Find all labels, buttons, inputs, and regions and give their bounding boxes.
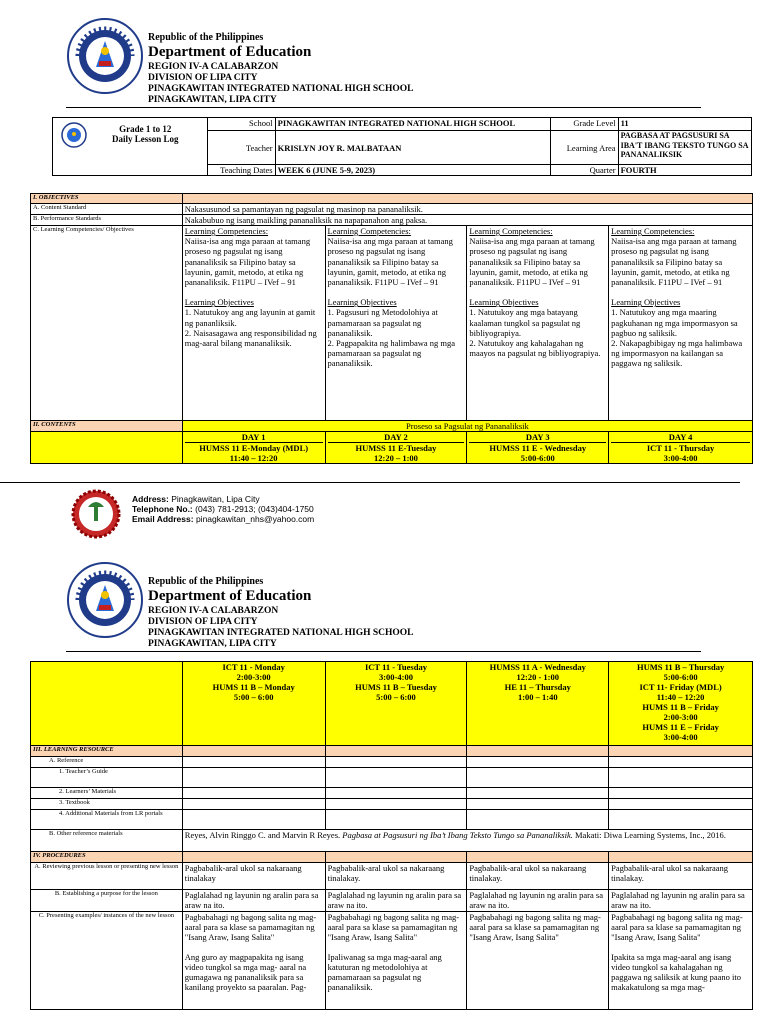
school-address-text: PINAGKAWITAN, LIPA CITY: [148, 639, 277, 649]
sched-blank: [31, 432, 183, 464]
teacher-guide-label: 1. Teacher’s Guide: [31, 768, 183, 788]
obj-heading: Learning Objectives: [184, 297, 254, 308]
proc-c-day2: [325, 912, 467, 1010]
proc-c-text: Pagbabahagi ng bagong salita ng mag-aaral para sa klase sa pamamagitan ng "Isang Araw, Isang Salita": [469, 912, 601, 942]
objectives-heading: I. OBJECTIVES: [31, 194, 183, 204]
republic-text: Republic of the Philippines: [148, 32, 264, 43]
proc-b-day4: Paglalahad ng layunin ng aralin para sa araw na ito.: [609, 890, 753, 912]
obj-heading: Learning Objectives: [327, 297, 397, 308]
proc-a-day2: Pagbabalik-aral ukol sa nakaraang tinalakay.: [325, 863, 467, 890]
footer-contact: [132, 494, 314, 524]
teacher-value: KRISLYN JOY R. MALBATAAN: [275, 131, 551, 165]
p2-day2-sched: ICT 11 - Tuesday 3:00-4:00 HUMS 11 B – Tuesday 5:00 – 6:00: [325, 662, 467, 746]
day3-class: HUMSS 11 E - Wednesday: [489, 443, 587, 453]
day2-class: HUMSS 11 E-Tuesday: [355, 443, 437, 453]
day4-time: 3:00-4:00: [663, 453, 698, 463]
school-address-text: PINAGKAWITAN, LIPA CITY: [148, 95, 277, 105]
day4-competency: [609, 226, 753, 421]
header-block-2: [148, 576, 414, 650]
dll-title-1: Grade 1 to 12: [119, 124, 172, 134]
objectives-blank: [182, 194, 752, 204]
day4-sched: [609, 432, 753, 464]
proc-c-day2-extra: Ipaliwanag sa mga mag-aaral ang katuturan ng metodolohiya at pamamaraan sa pagsulat ng pananaliksik.: [327, 952, 442, 992]
region-text: REGION IV-A CALABARZON: [148, 606, 279, 616]
footer-rule: [0, 482, 740, 483]
textbook-label: 3. Textbook: [31, 799, 183, 810]
proc-b-day3: Paglalahad ng layunin ng aralin para sa araw na ito.: [467, 890, 609, 912]
ref-publisher: Makati: Diwa Learning Systems, Inc., 2016.: [572, 830, 726, 840]
school-logo: [66, 489, 126, 539]
lesson-table: [30, 193, 753, 464]
proc-c-day4-extra: Ipakita sa mga mag-aaral ang isang video tungkol sa kahalagahan ng paggawa ng saliksik at kung paano ito makakatulong sa mga mag-: [611, 952, 742, 992]
quarter-value: FOURTH: [618, 165, 751, 176]
comp-heading: Learning Competencies:: [611, 226, 695, 236]
day3-objectives: 1. Natutukoy ang mga batayang kaalaman tungkol sa pagsulat ng bibliyograpiya. 2. Natutukoy ang kahalagahan ng maayos na pagsulat ng bibliyograpiya.: [469, 307, 601, 359]
day2-time: 12:20 – 1:00: [373, 453, 418, 463]
school-value: PINAGKAWITAN INTEGRATED NATIONAL HIGH SCHOOL: [275, 118, 551, 131]
day1-objectives: 1. Natutukoy ang ang layunin at gamit ng pananliksik. 2. Naisasagawa ang responsibilidad ng mag-aaral bilang mananaliksik.: [184, 307, 317, 349]
header-rule-2: [66, 651, 701, 652]
area-label: Learning Area: [551, 131, 618, 165]
day1-competency: [182, 226, 325, 421]
proc-b-label: B. Establishing a purpose for the lesson: [31, 890, 183, 912]
lesson-table-2: [30, 661, 753, 1010]
proc-a-label: A. Reviewing previous lesson or presenting new lesson: [31, 863, 183, 890]
content-std-value: Nakasusunod sa pamantayan ng pagsulat ng masinop na pananaliksik.: [182, 204, 752, 215]
teacher-label: Teacher: [208, 131, 275, 165]
proc-c-label: C. Presenting examples/ instances of the new lesson: [31, 912, 183, 1010]
info-table: [52, 117, 752, 176]
email-value: pinagkawitan_nhs@yahoo.com: [195, 514, 315, 524]
day2-sched: [325, 432, 467, 464]
comp-text: Naiisa-isa ang mga paraan at tamang proseso ng pagsulat ng isang pananaliksik sa Filipino batay sa layunin, gamit, metodo, at etika ng pananaliksik. F11PU – IVef – 91: [469, 236, 595, 288]
header-block: [148, 32, 414, 106]
day3-label: DAY 3: [469, 432, 606, 443]
division-text: DIVISION OF LIPA CITY: [148, 617, 258, 627]
contents-value: Proseso sa Pagsulat ng Pananaliksik: [182, 421, 752, 432]
school-name-text: PINAGKAWITAN INTEGRATED NATIONAL HIGH SCHOOL: [148, 628, 414, 638]
other-ref-label: B. Other reference materials: [31, 830, 183, 852]
email-label: Email Address:: [132, 514, 194, 524]
day3-sched: [467, 432, 609, 464]
school-label: School: [208, 118, 275, 131]
learner-materials-label: 2. Learners’ Materials: [31, 788, 183, 799]
comp-heading: Learning Competencies:: [327, 226, 411, 236]
proc-c-text: Pagbabahagi ng bagong salita ng mag-aaral para sa klase sa pamamagitan ng "Isang Araw, Isang Salita": [611, 912, 743, 942]
dll-title-2: Daily Lesson Log: [111, 134, 179, 144]
comp-heading: Learning Competencies:: [469, 226, 553, 236]
day1-class: HUMSS 11 E-Monday (MDL): [199, 443, 309, 453]
obj-heading: Learning Objectives: [469, 297, 539, 308]
day4-class: ICT 11 - Thursday: [646, 443, 715, 453]
p2-day4-sched: HUMS 11 B – Thursday 5:00-6:00 ICT 11- Friday (MDL) 11:40 – 12:20 HUMS 11 B – Friday 2:00-3:00 HUMS 11 E – Friday 3:00-4:00: [609, 662, 753, 746]
day1-label: DAY 1: [185, 432, 323, 443]
phone-label: Telephone No.:: [132, 504, 193, 514]
proc-a-day4: Pagbabalik-aral ukol sa nakaraang tinalakay.: [609, 863, 753, 890]
dll-title-cell: [53, 118, 208, 176]
proc-a-day3: Pagbabalik-aral ukol sa nakaraang tinalakay.: [467, 863, 609, 890]
grade-label: Grade Level: [551, 118, 618, 131]
content-std-label: A. Content Standard: [31, 204, 183, 215]
dates-label: Teaching Dates: [208, 165, 275, 176]
proc-c-day4: [609, 912, 753, 1010]
ref-authors: Reyes, Alvin Ringgo C. and Marvin R Reyes.: [184, 830, 343, 840]
region-text: REGION IV-A CALABARZON: [148, 62, 279, 72]
day1-time: 11:40 – 12:20: [229, 453, 278, 463]
competencies-label: C. Learning Competencies/ Objectives: [31, 226, 183, 421]
proc-c-text: Pagbabahagi ng bagong salita ng mag-aaral para sa klase sa pamamagitan ng "Isang Araw, Isang Salita": [184, 912, 317, 942]
department-text: Department of Education: [148, 588, 312, 604]
comp-heading: Learning Competencies:: [184, 226, 269, 236]
contents-heading: II. CONTENTS: [31, 421, 183, 432]
day2-competency: [325, 226, 467, 421]
reference-label: A. Reference: [31, 757, 183, 768]
day3-time: 5:00-6:00: [520, 453, 555, 463]
comp-text: Naiisa-isa ang mga paraan at tamang proseso ng pagsulat ng isang pananaliksik sa Filipino batay sa layunin, gamit, metodo, at etika ng pananaliksik. F11PU – IVef – 91: [184, 236, 311, 288]
day2-label: DAY 2: [328, 432, 465, 443]
grade-value: 11: [618, 118, 751, 131]
other-ref-value: [182, 830, 752, 852]
day2-objectives: 1. Pagsusuri ng Metodolohiya at pamamaraan sa pagsulat ng pananaliksik. 2. Pagpapakita ng halimbawa ng mga pamamaraan sa pagsulat ng pananaliksik.: [327, 307, 456, 369]
deped-seal-2: [66, 561, 144, 639]
deped-seal: [66, 17, 144, 95]
obj-heading: Learning Objectives: [611, 297, 681, 308]
proc-c-day3: [467, 912, 609, 1010]
day1-sched: [182, 432, 325, 464]
small-seal-icon: [61, 122, 87, 148]
ref-title: Pagbasa at Pagsusuri ng Iba’t Ibang Teksto Tungo sa Pananaliksik.: [342, 830, 573, 840]
proc-b-day1: Paglalahad ng layunin ng aralin para sa araw na ito.: [182, 890, 325, 912]
perf-std-label: B. Performance Standards: [31, 215, 183, 226]
proc-a-day1: Pagbabalik-aral ukol sa nakaraang tinalakay: [182, 863, 325, 890]
resource-heading: III. LEARNING RESOURCE: [31, 746, 183, 757]
proc-b-day2: Paglalahad ng layunin ng aralin para sa araw na ito.: [325, 890, 467, 912]
address-value: Pinagkawitan, Lipa City: [171, 494, 260, 504]
day4-objectives: 1. Natutukoy ang mga maaring pagkuhanan ng mga impormasyon sa pagbuo ng saliksik. 2. Nakapagbibigay ng mga halimbawa ng impormasyon na kailangan sa paggawa ng saliksik.: [611, 307, 743, 369]
division-text: DIVISION OF LIPA CITY: [148, 73, 258, 83]
comp-text: Naiisa-isa ang mga paraan at tamang proseso ng pagsulat ng isang pananaliksik sa Filipino batay sa layunin, gamit, metodo, at etika ng pananaliksik. F11PU – IVef – 91: [611, 236, 737, 288]
additional-materials-label: 4. Additional Materials from LR portals: [31, 810, 183, 830]
phone-value: (043) 781-2913; (043)404-1750: [195, 504, 314, 514]
perf-std-value: Nakabubuo ng isang maikling pananaliksik na napapanahon ang paksa.: [182, 215, 752, 226]
department-text: Department of Education: [148, 44, 312, 60]
dates-value: WEEK 6 (JUNE 5-9, 2023): [275, 165, 551, 176]
procedures-heading: IV. PROCEDURES: [31, 852, 183, 863]
proc-c-day1: [182, 912, 325, 1010]
republic-text: Republic of the Philippines: [148, 576, 264, 587]
proc-c-day1-extra: Ang guro ay magpapakita ng isang video tungkol sa mga mag- aaral na gumagawa ng pananaliksik para sa kanilang proyekto sa paaralan. Pag-: [184, 952, 307, 992]
proc-c-text: Pagbabahagi ng bagong salita ng mag-aaral para sa klase sa pamamagitan ng "Isang Araw, Isang Salita": [327, 912, 460, 942]
day4-label: DAY 4: [611, 432, 750, 443]
address-label: Address:: [132, 494, 169, 504]
p2-day3-sched: HUMSS 11 A - Wednesday 12:20 - 1:00 HE 11 – Thursday 1:00 – 1:40: [467, 662, 609, 746]
area-value: PAGBASA AT PAGSUSURI SA IBA'T IBANG TEKSTO TUNGO SA PANANALIKSIK: [618, 131, 751, 165]
p2-day1-sched: ICT 11 - Monday 2:00-3:00 HUMS 11 B – Monday 5:00 – 6:00: [182, 662, 325, 746]
day3-competency: [467, 226, 609, 421]
sched2-blank: [31, 662, 183, 746]
quarter-label: Quarter: [551, 165, 618, 176]
comp-text: Naiisa-isa ang mga paraan at tamang proseso ng pagsulat ng isang pananaliksik sa Filipino batay sa layunin, gamit, metodo, at etika ng pananaliksik. F11PU – IVef – 91: [327, 236, 453, 288]
header-rule: [66, 107, 701, 108]
school-name-text: PINAGKAWITAN INTEGRATED NATIONAL HIGH SCHOOL: [148, 84, 414, 94]
